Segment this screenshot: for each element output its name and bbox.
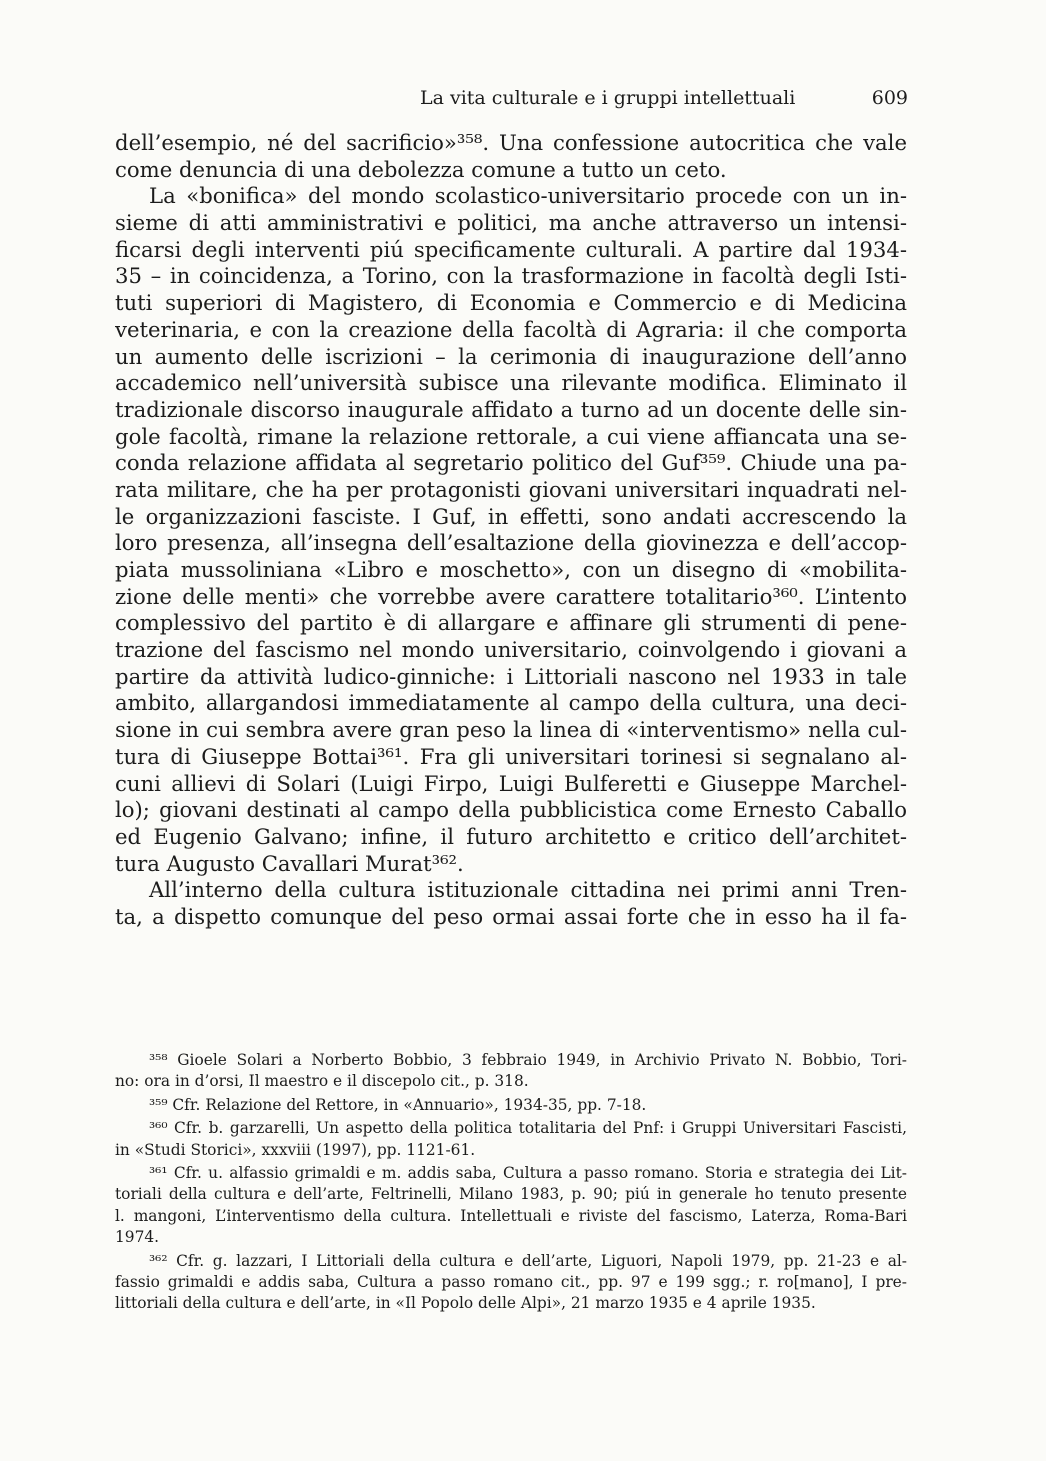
footnote	[115, 1251, 907, 1315]
body-line: veterinaria, e con la creazione della facoltà di Agraria: il che comporta	[115, 316, 907, 342]
footnote-line: ³⁶¹ Cfr. u. alfassio grimaldi e m. addis saba, Cultura a passo romano. Storia e strategia dei Lit-	[149, 1163, 907, 1182]
body-text	[115, 130, 907, 931]
footnote-line: ³⁵⁹ Cfr. Relazione del Rettore, in «Annuario», 1934-35, pp. 7-18.	[149, 1095, 647, 1114]
page-number: 609	[871, 87, 908, 109]
body-line: ed Eugenio Galvano; infine, il futuro architetto e critico dell’architet-	[115, 823, 907, 849]
running-head	[420, 84, 908, 112]
footnote	[115, 1095, 907, 1116]
body-line: gole facoltà, rimane la relazione rettorale, a cui viene affiancata una se-	[115, 423, 907, 449]
body-line: sieme di atti amministrativi e politici, ma anche attraverso un intensi-	[115, 210, 907, 236]
body-line: ta, a dispetto comunque del peso ormai assai forte che in esso ha il fa-	[115, 903, 907, 929]
footnote-line: toriali della cultura e dell’arte, Feltrinelli, Milano 1983, p. 90; piú in generale ho tenuto presente	[115, 1185, 907, 1204]
footnote-line: ³⁶² Cfr. g. lazzari, I Littoriali della cultura e dell’arte, Liguori, Napoli 1979, pp. 21-23 e al-	[149, 1251, 907, 1270]
body-line: tuti superiori di Magistero, di Economia e Commercio e di Medicina	[115, 290, 907, 316]
body-line: tura Augusto Cavallari Murat³⁶².	[115, 850, 464, 876]
footnote-line: l. mangoni, L’interventismo della cultura. Intellettuali e riviste del fascismo, Laterza, Roma-Bari	[115, 1206, 907, 1225]
body-line: come denuncia di una debolezza comune a tutto un ceto.	[115, 156, 727, 182]
body-line: le organizzazioni fasciste. I Guf, in effetti, sono andati accrescendo la	[115, 503, 907, 529]
body-line: lo); giovani destinati al campo della pubblicistica come Ernesto Caballo	[115, 797, 907, 823]
footnote-line: in «Studi Storici», xxxviii (1997), pp. 1121-61.	[115, 1140, 476, 1159]
footnote-line: ³⁶⁰ Cfr. b. garzarelli, Un aspetto della politica totalitaria del Pnf: i Gruppi Universitari Fascisti,	[149, 1119, 907, 1138]
body-line: ambito, allargandosi immediatamente al campo della cultura, una deci-	[115, 690, 907, 716]
footnote-line: fassio grimaldi e addis saba, Cultura a passo romano cit., pp. 97 e 199 sgg.; r. ro[mano], I pre-	[115, 1272, 907, 1291]
body-line: complessivo del partito è di allargare e affinare gli strumenti di pene-	[115, 610, 907, 636]
footnote-line: 1974.	[115, 1228, 160, 1247]
body-line: tura di Giuseppe Bottai³⁶¹. Fra gli universitari torinesi si segnalano al-	[115, 743, 907, 769]
body-line: dell’esempio, né del sacrificio»³⁵⁸. Una confessione autocritica che vale	[115, 130, 907, 155]
body-line: loro presenza, all’insegna dell’esaltazione della giovinezza e dell’accop-	[115, 530, 907, 556]
footnote-line: no: ora in d’orsi, Il maestro e il discepolo cit., p. 318.	[115, 1072, 529, 1091]
footnote	[115, 1118, 907, 1161]
footnote-line: ³⁵⁸ Gioele Solari a Norberto Bobbio, 3 febbraio 1949, in Archivio Privato N. Bobbio, Tori-	[149, 1051, 907, 1069]
body-line: zione delle menti» che vorrebbe avere carattere totalitario³⁶⁰. L’intento	[115, 583, 907, 609]
body-line: rata militare, che ha per protagonisti giovani universitari inquadrati nel-	[115, 476, 907, 502]
body-line: All’interno della cultura istituzionale cittadina nei primi anni Tren-	[149, 877, 907, 903]
body-line: partire da attività ludico-ginniche: i Littoriali nascono nel 1933 in tale	[115, 663, 907, 689]
body-line: 35 – in coincidenza, a Torino, con la trasformazione in facoltà degli Isti-	[115, 263, 907, 289]
body-line: ficarsi degli interventi piú specificamente culturali. A partire dal 1934-	[115, 236, 907, 262]
body-line: trazione del fascismo nel mondo universitario, coinvolgendo i giovani a	[115, 637, 907, 663]
body-line: tradizionale discorso inaugurale affidato a turno ad un docente delle sin-	[115, 396, 907, 422]
footnote	[115, 1050, 907, 1093]
body-line: La «bonifica» del mondo scolastico-universitario procede con un in-	[149, 183, 907, 209]
running-head-title: La vita culturale e i gruppi intellettuali	[420, 87, 796, 109]
body-line: cuni allievi di Solari (Luigi Firpo, Luigi Bulferetti e Giuseppe Marchel-	[115, 770, 907, 796]
body-line: un aumento delle iscrizioni – la cerimonia di inaugurazione dell’anno	[115, 343, 907, 369]
body-line: piata mussoliniana «Libro e moschetto», con un disegno di «mobilita-	[115, 557, 907, 582]
body-line: accademico nell’università subisce una rilevante modifica. Eliminato il	[115, 370, 907, 396]
footnotes	[115, 1050, 907, 1317]
body-line: conda relazione affidata al segretario politico del Guf³⁵⁹. Chiude una pa-	[115, 450, 907, 476]
footnote	[115, 1163, 907, 1249]
body-line: sione in cui sembra avere gran peso la linea di «interventismo» nella cul-	[115, 717, 907, 743]
footnote-line: littoriali della cultura e dell’arte, in «Il Popolo delle Alpi», 21 marzo 1935 e 4 aprile 1935.	[115, 1294, 816, 1313]
